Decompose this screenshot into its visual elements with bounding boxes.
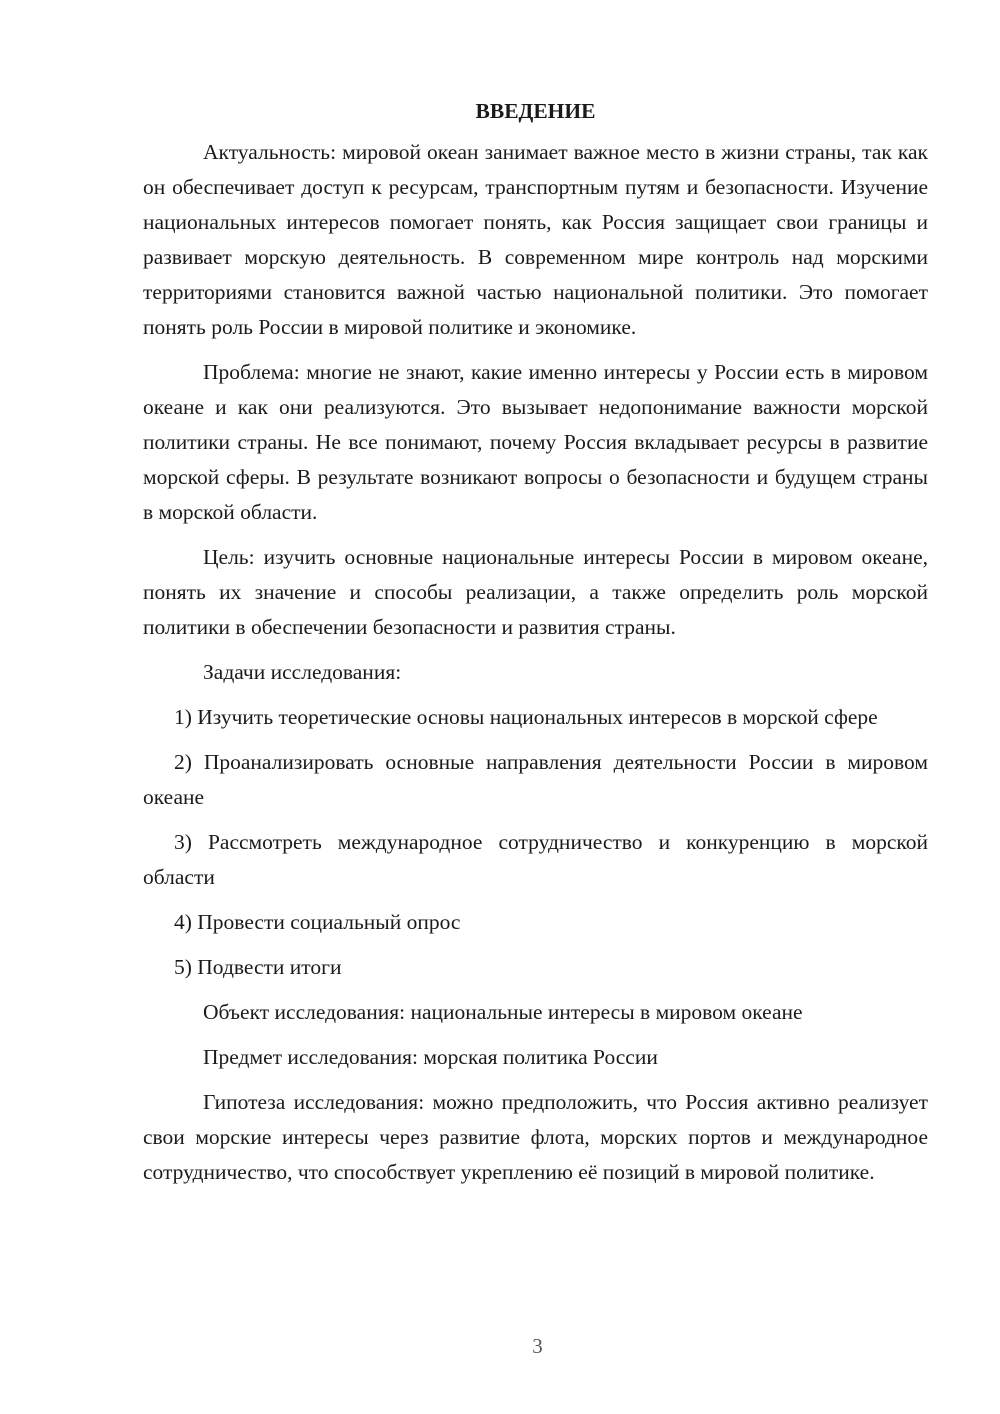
paragraph-object: Объект исследования: национальные интересы в мировом океане — [203, 1000, 803, 1024]
page-number: 3 — [532, 1334, 543, 1358]
page-content — [143, 94, 928, 1200]
paragraph-subject: Предмет исследования: морская политика России — [203, 1045, 658, 1069]
task-item-2: 2) Проанализировать основные направления деятельности России в мировом океане — [143, 750, 928, 809]
tasks-heading: Задачи исследования: — [203, 660, 402, 684]
task-item-1: 1) Изучить теоретические основы национальных интересов в морской сфере — [174, 705, 878, 729]
task-item-4: 4) Провести социальный опрос — [174, 910, 461, 934]
task-item-5: 5) Подвести итоги — [174, 955, 342, 979]
section-title: ВВЕДЕНИЕ — [475, 99, 596, 123]
paragraph-hypothesis: Гипотеза исследования: можно предположить, что Россия активно реализует свои морские интересы через развитие флота, морских портов и международное сотрудничество, что способствует укреплению её позиций в мировой политике. — [143, 1090, 928, 1184]
task-item-3: 3) Рассмотреть международное сотрудничество и конкуренцию в морской области — [143, 830, 928, 889]
paragraph-relevance: Актуальность: мировой океан занимает важное место в жизни страны, так как он обеспечивает доступ к ресурсам, транспортным путям и безопасности. Изучение национальных интересов помогает понять, как Россия защищает свои границы и развивает морскую деятельность. В современном мире контроль над морскими территориями становится важной частью национальной политики. Это помогает понять роль России в мировой политике и экономике. — [143, 140, 928, 339]
paragraph-problem: Проблема: многие не знают, какие именно интересы у России есть в мировом океане и как они реализуются. Это вызывает недопонимание важности морской политики страны. Не все понимают, почему Россия вкладывает ресурсы в развитие морской сферы. В результате возникают вопросы о безопасности и будущем страны в морской области. — [143, 360, 928, 524]
paragraph-goal: Цель: изучить основные национальные интересы России в мировом океане, понять их значение и способы реализации, а также определить роль морской политики в обеспечении безопасности и развития страны. — [143, 545, 928, 639]
